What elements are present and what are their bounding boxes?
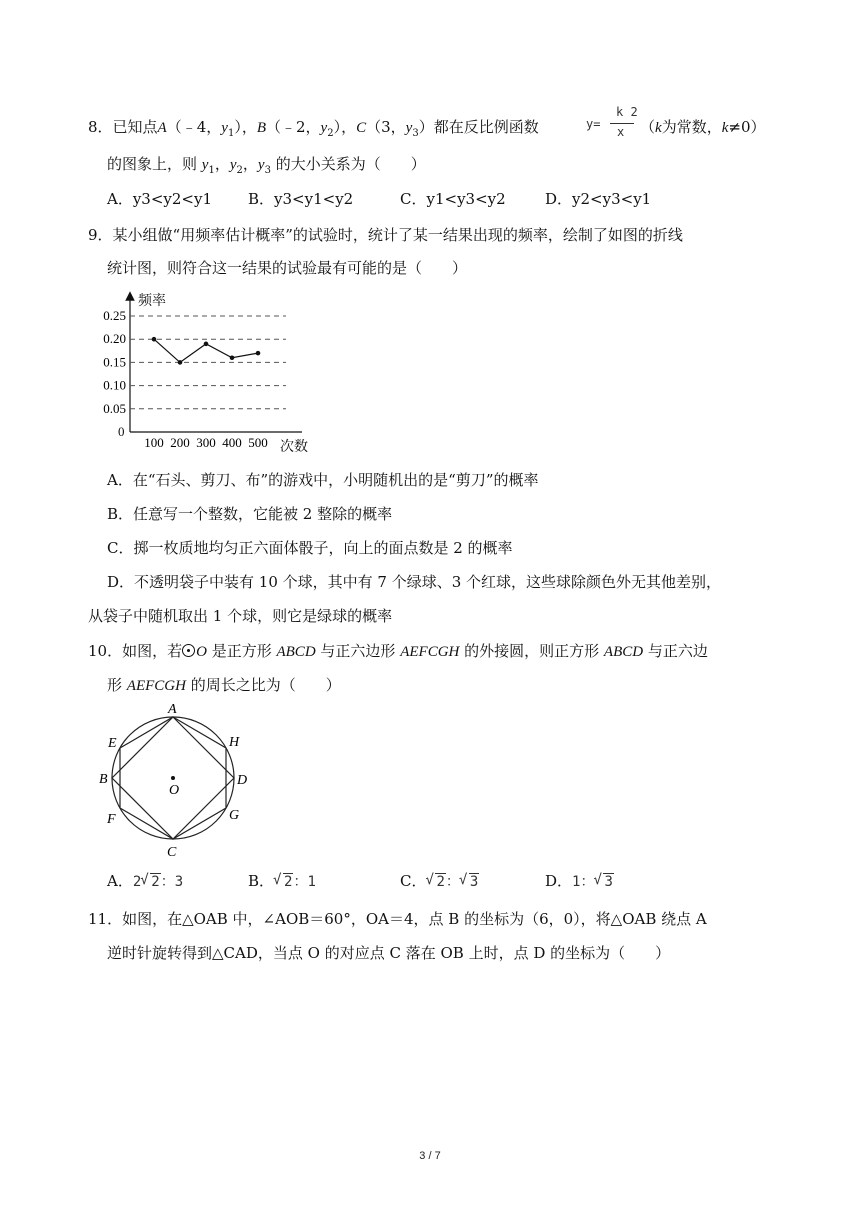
y-tick-label: 0.15	[103, 354, 126, 370]
label-D: D	[237, 773, 248, 788]
q11-line-2: 逆时针旋转得到△CAD，当点 O 的对应点 C 落在 OB 上时，点 D 的坐标为（ ）	[107, 944, 671, 962]
data-point	[204, 342, 209, 347]
label-O: O	[169, 783, 180, 798]
q9-option-a: A．在“石头、剪刀、布”的游戏中，小明随机出的是“剪刀”的概率	[107, 471, 539, 489]
x-tick-label: 300	[196, 435, 216, 450]
q10-option-c: C．√ 2：√ 3	[400, 871, 479, 892]
q8-option-b: B．y3<y1<y2	[248, 190, 354, 208]
data-point	[230, 355, 235, 360]
data-point	[256, 351, 261, 356]
q8-option-d: D．y2<y3<y1	[545, 190, 652, 208]
q11-line-1: 11．如图，在△OAB 中，∠AOB＝60°，OA＝4，点 B 的坐标为（6，0），将△OAB 绕点 A	[88, 910, 707, 928]
q8-option-c: C．y1<y3<y2	[400, 190, 506, 208]
x-tick-label: 100	[144, 435, 164, 450]
q9-line-2: 统计图，则符合这一结果的试验最有可能的是（ ）	[107, 259, 468, 277]
q8-line-1: 8．已知点A（﹣4，$y_1$），B（﹣2，$y_2$），C（3，$y_3$）都在反比例函数	[88, 118, 539, 139]
q10-option-d: D．1：√ 3	[545, 871, 614, 892]
data-point	[178, 360, 183, 365]
q8-line-2: 的图象上，则 $y_1$，$y_2$，$y_3$ 的大小关系为（ ）	[107, 155, 426, 176]
label-C: C	[167, 845, 177, 860]
page-number: 3 / 7	[419, 1150, 441, 1162]
q9-line-1: 9．某小组做“用频率估计概率”的试验时，统计了某一结果出现的频率，绘制了如图的折线	[88, 226, 683, 244]
y-tick-label: 0.10	[103, 377, 126, 393]
x-axis-label: 次数	[280, 440, 308, 455]
q9-option-b: B．任意写一个整数，它能被 2 整除的概率	[107, 505, 393, 523]
y-tick-label: 0.05	[103, 400, 126, 416]
q10-line-2: 形 AEFCGH 的周长之比为（ ）	[107, 676, 341, 694]
q10-option-b: B．√ 2：1	[248, 871, 316, 892]
frequency-line-chart	[90, 288, 330, 458]
y-tick-label: 0.25	[103, 308, 126, 323]
q8-line-1-tail: （k为常数，k≠0）	[640, 118, 766, 136]
x-tick-label: 500	[248, 435, 268, 450]
y-axis-label: 频率	[138, 294, 166, 309]
data-point	[152, 337, 157, 342]
label-B: B	[99, 772, 108, 787]
label-F: F	[107, 812, 116, 827]
label-E: E	[108, 736, 117, 751]
inverse-function-formula: y= k 2 x	[586, 105, 638, 139]
circle-dot-symbol	[182, 644, 195, 657]
x-tick-label: 400	[222, 435, 242, 450]
q10-option-a: A．2√ 2：3	[107, 871, 183, 892]
q10-line-1: 10．如图，若 O 是正方形 ABCD 与正六边形 AEFCGH 的外接圆，则正方形 ABCD 与正六边	[88, 642, 708, 660]
y-origin-label: 0	[118, 424, 125, 439]
q8-option-a: A．y3<y2<y1	[107, 190, 213, 208]
x-tick-label: 200	[170, 435, 190, 450]
label-H: H	[229, 735, 240, 750]
q9-option-c: C．掷一枚质地均匀正六面体骰子，向上的面点数是 2 的概率	[107, 539, 513, 557]
q9-option-d-line-2: 从袋子中随机取出 1 个球，则它是绿球的概率	[88, 607, 393, 625]
circle-square-hexagon-figure	[95, 700, 255, 860]
label-G: G	[229, 808, 240, 823]
label-A: A	[168, 702, 177, 717]
q9-option-d-line-1: D．不透明袋子中装有 10 个球，其中有 7 个绿球、3 个红球，这些球除颜色外无其他差别，	[107, 573, 722, 591]
y-tick-label: 0.20	[103, 331, 126, 347]
